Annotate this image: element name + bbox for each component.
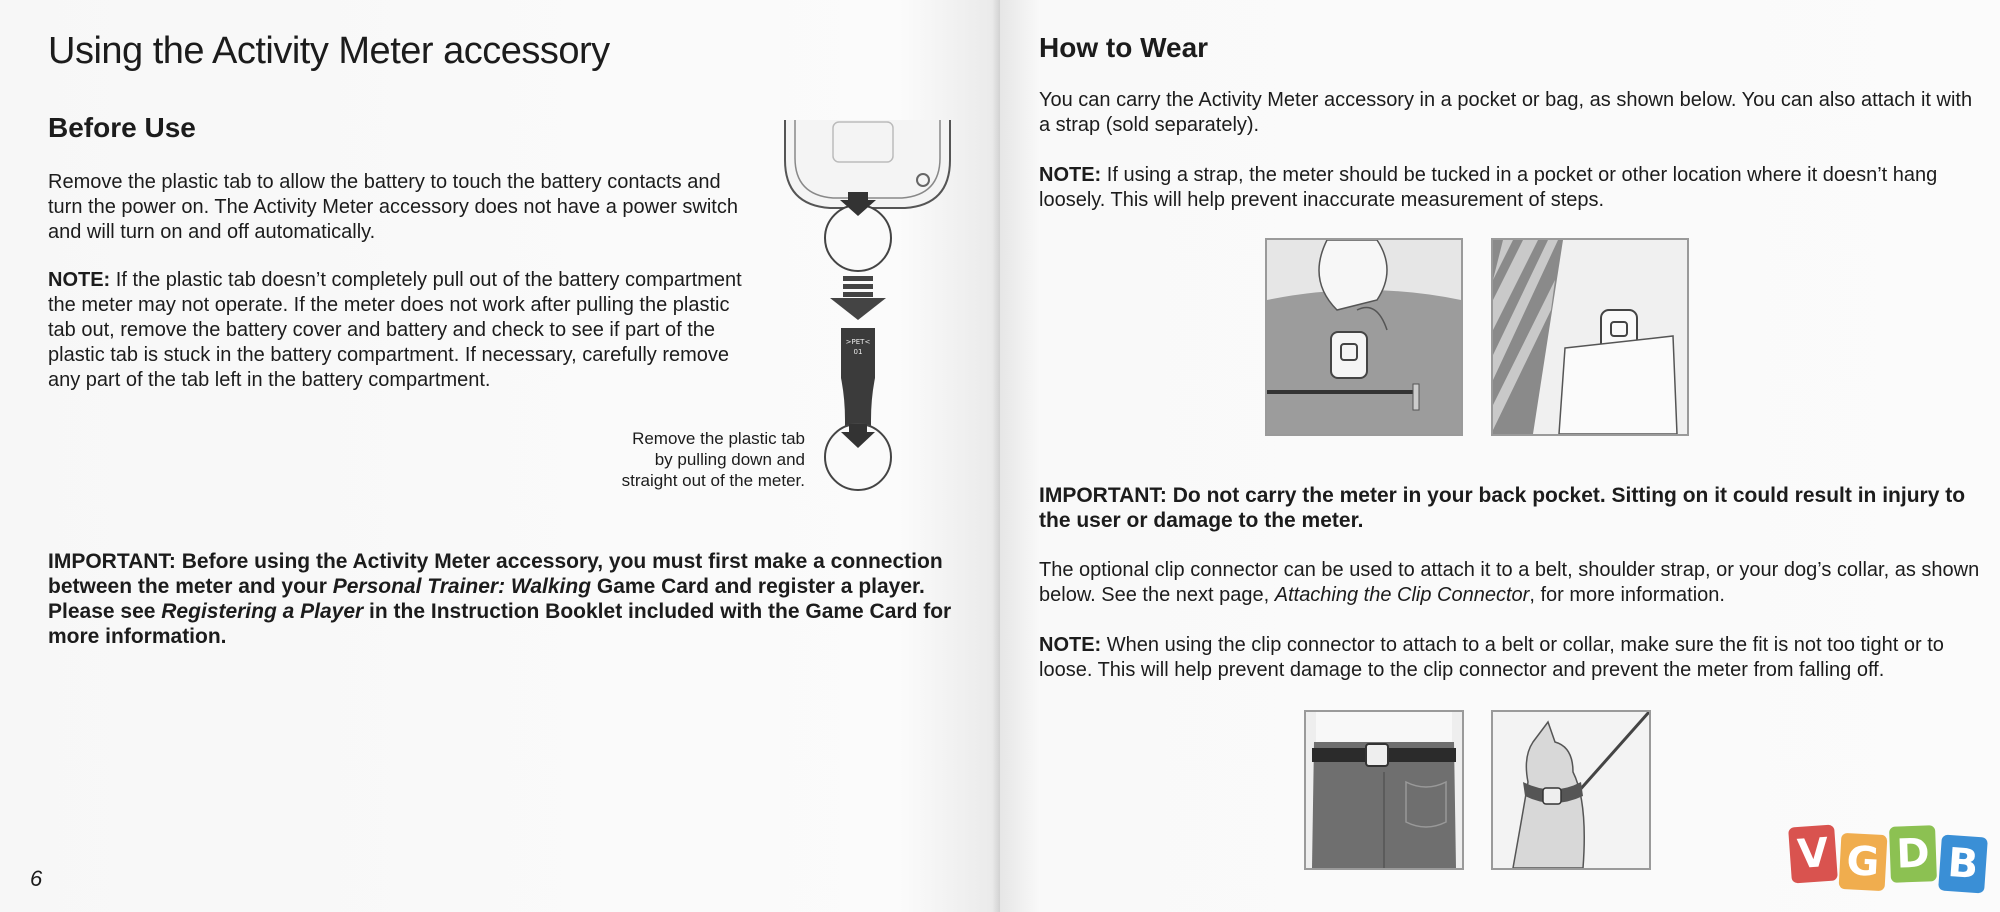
important-text: Game Card and register a player. Please see — [48, 575, 925, 623]
before-use-paragraph: Remove the plastic tab to allow the battery to touch the battery contacts and turn the power on. The Activity Meter accessory does not have a power switch and will turn on and off automatically. — [48, 171, 738, 243]
important-text: IMPORTANT: Before using the Activity Meter accessory, you must first make a connection between the meter and your — [48, 550, 943, 598]
illustration-caption — [560, 428, 805, 491]
important-text: in the Instruction Booklet included with the Game Card for more information. — [48, 600, 952, 648]
note-label: NOTE: — [48, 269, 111, 291]
bag-pocket-illustration — [1265, 238, 1463, 436]
clip-text: , for more information. — [1529, 584, 1725, 606]
note-text: If using a strap, the meter should be tucked in a pocket or other location where it doesn’t hang loosely. This will help prevent inaccurate measurement of steps. — [1039, 164, 1938, 211]
caption-line: straight out of the meter. — [621, 471, 805, 490]
watermark-letter: G — [1839, 833, 1888, 891]
watermark-letter: D — [1889, 825, 1937, 883]
intro-paragraph: You can carry the Activity Meter accessory in a pocket or bag, as shown below. You can also attach it with a strap (sold separately). — [1039, 89, 1973, 136]
vgdb-watermark-logo — [1790, 826, 1986, 892]
clip-fit-note — [1039, 633, 1989, 683]
clip-connector-paragraph — [1039, 558, 1989, 608]
before-use-heading: Before Use — [48, 112, 196, 143]
clip-text: The optional clip connector can be used to attach it to a belt, shoulder strap, or your dog’s collar, as shown below. See the next page, — [1039, 559, 1980, 606]
important-italic: Registering a Player — [161, 600, 364, 623]
important-italic: Personal Trainer: Walking — [332, 575, 592, 598]
battery-note — [48, 268, 758, 393]
watermark-letter: B — [1938, 834, 1988, 893]
caption-line: by pulling down and — [654, 450, 805, 469]
tab-label-line2: 01 — [853, 348, 863, 356]
note-text: If the plastic tab doesn’t completely pull out of the battery compartment the meter may not operate. If the meter does not work after pulling the plastic tab out, remove the battery cover and battery and check to see if part of the plastic tab is stuck in the battery compartment. If necessary, carefully remove any part of the tab left in the battery compartment. — [48, 269, 742, 391]
tab-label-line1: >PET< — [845, 338, 871, 346]
watermark-letter: V — [1788, 824, 1838, 883]
note-label: NOTE: — [1039, 164, 1102, 186]
caption-line: Remove the plastic tab — [632, 429, 805, 448]
clip-text-italic: Attaching the Clip Connector — [1274, 584, 1530, 606]
belt-clip-illustration — [1304, 710, 1464, 870]
page-number: 6 — [30, 866, 43, 891]
right-page — [1000, 0, 2000, 912]
note-label: NOTE: — [1039, 634, 1102, 656]
page-title: Using the Activity Meter accessory — [48, 30, 610, 72]
note-text: When using the clip connector to attach to a belt or collar, make sure the fit is not too tight or to loose. This will help prevent damage to the clip connector and prevent the meter from falling off. — [1039, 634, 1944, 681]
back-pocket-warning: IMPORTANT: Do not carry the meter in your back pocket. Sitting on it could result in injury to the user or damage to the meter. — [1039, 484, 1966, 532]
strap-note — [1039, 163, 1979, 213]
important-notice — [48, 549, 968, 649]
how-to-wear-heading: How to Wear — [1039, 32, 1209, 63]
dog-collar-illustration — [1491, 710, 1651, 870]
shirt-pocket-illustration — [1491, 238, 1689, 436]
